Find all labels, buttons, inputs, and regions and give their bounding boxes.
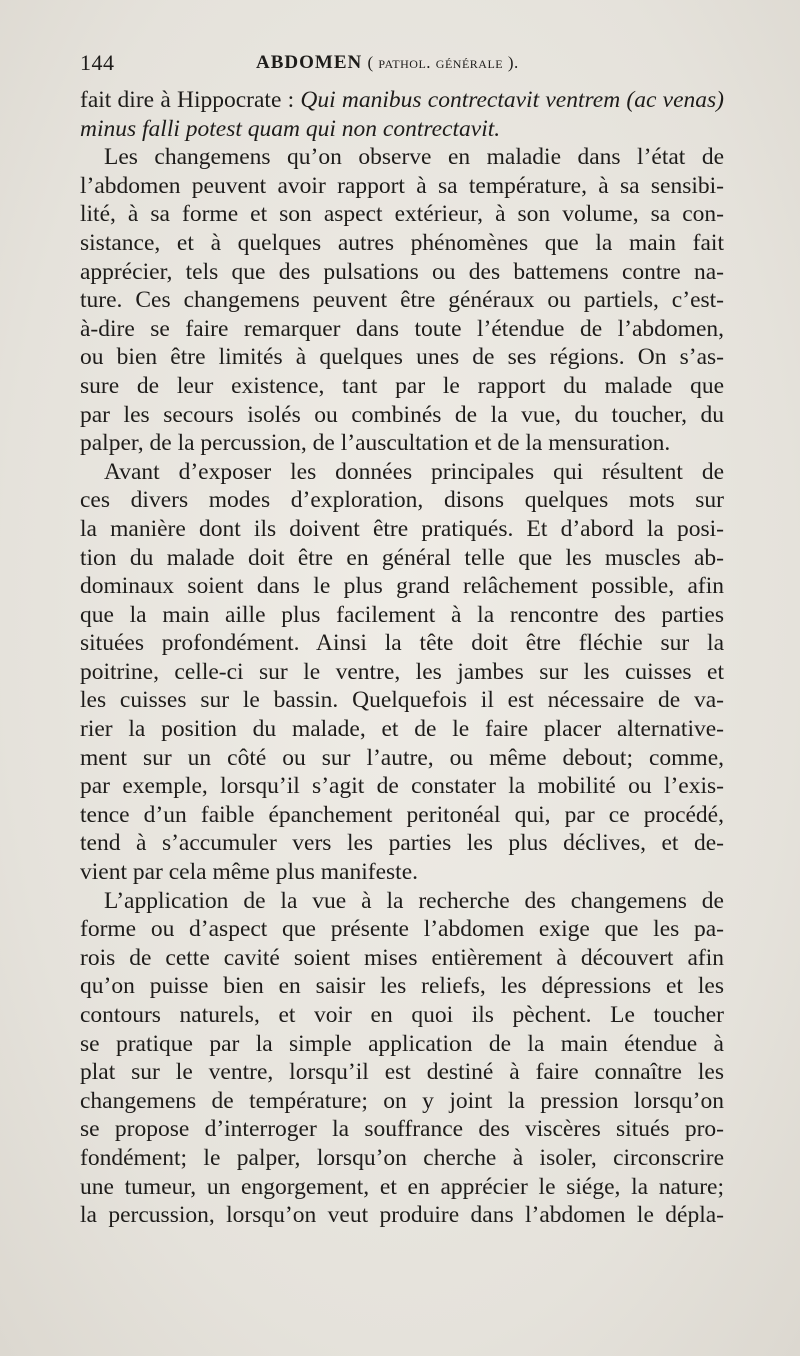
line-text: changemens de température; on y joint la pression lorsqu’on xyxy=(80,1087,724,1114)
text-line xyxy=(80,115,724,144)
line-text: l’abdomen peuvent avoir rapport à sa température, à sa sensibi- xyxy=(80,172,724,199)
page-header xyxy=(80,50,724,80)
line-text: à-dire se faire remarquer dans toute l’étendue de l’abdomen, xyxy=(80,315,724,342)
text-line xyxy=(80,258,724,287)
line-text: les cuisses sur le bassin. Quelquefois il est nécessaire de va- xyxy=(80,687,724,714)
text-line xyxy=(80,143,724,172)
line-text: rois de cette cavité soient mises entièrement à découvert afin xyxy=(80,944,724,971)
line-text: qu’on puisse bien en saisir les reliefs, les dépressions et les xyxy=(80,973,724,1000)
line-text: ces divers modes d’exploration, disons quelques mots sur xyxy=(80,487,724,514)
line-text: se pratique par la simple application de la main étendue à xyxy=(80,1030,724,1057)
text-line xyxy=(80,458,724,487)
running-head-subtitle: ( pathol. générale ). xyxy=(367,53,519,72)
line-text: situées profondément. Ainsi la tête doit être fléchie sur la xyxy=(80,630,724,657)
text-line xyxy=(80,1201,724,1230)
text-line xyxy=(80,658,724,687)
text-line xyxy=(80,1144,724,1173)
text-line xyxy=(80,744,724,773)
paragraph xyxy=(80,86,724,143)
line-text: poitrine, celle-ci sur le ventre, les jambes sur les cuisses et xyxy=(80,658,724,685)
line-text: lité, à sa forme et son aspect extérieur, à son volume, sa con- xyxy=(80,201,724,228)
line-text: ment sur un côté ou sur l’autre, ou même debout; comme, xyxy=(80,744,724,771)
line-text: tion du malade doit être en général telle que les muscles ab- xyxy=(80,544,724,571)
running-head xyxy=(256,52,519,74)
paragraph xyxy=(80,458,724,887)
text-line xyxy=(80,172,724,201)
text-line xyxy=(80,286,724,315)
paragraph xyxy=(80,143,724,458)
text-line xyxy=(80,715,724,744)
text-line xyxy=(80,515,724,544)
text-line xyxy=(80,915,724,944)
line-text: L’application de la vue à la recherche des changemens de xyxy=(104,887,724,914)
italic-quote: Qui manibus contrectavit ventrem (ac venas) xyxy=(300,87,724,113)
text-line xyxy=(80,1087,724,1116)
paragraph xyxy=(80,887,724,1230)
text-line xyxy=(80,772,724,801)
line-text: tence d’un faible épanchement peritonéal qui, par ce procédé, xyxy=(80,801,724,828)
text-line xyxy=(80,1001,724,1030)
line-text: sure de leur existence, tant par le rapport du malade que xyxy=(80,372,724,399)
line-text: par les secours isolés ou combinés de la vue, du toucher, du xyxy=(80,401,724,428)
text-line xyxy=(80,200,724,229)
line-text: par exemple, lorsqu’il s’agit de constater la mobilité ou l’exis- xyxy=(80,773,724,800)
text-line xyxy=(80,1030,724,1059)
text-line xyxy=(80,629,724,658)
text-line xyxy=(80,572,724,601)
text-line xyxy=(80,801,724,830)
line-text: tend à s’accumuler vers les parties les plus déclives, et de- xyxy=(80,830,724,857)
text-line xyxy=(80,86,724,115)
italic-quote: minus falli potest quam qui non contrectavit. xyxy=(80,115,501,142)
line-text: apprécier, tels que des pulsations ou des battemens contre na- xyxy=(80,258,724,285)
text-line xyxy=(80,829,724,858)
text-line xyxy=(80,229,724,258)
text-line xyxy=(80,944,724,973)
line-text: dominaux soient dans le plus grand relâchement possible, afin xyxy=(80,573,724,600)
line-text: une tumeur, un engorgement, et en apprécier le siége, la nature; xyxy=(80,1173,724,1200)
text-line xyxy=(80,1173,724,1202)
line-text: ou bien être limités à quelques unes de ses régions. On s’as- xyxy=(80,344,724,371)
line-text: que la main aille plus facilement à la rencontre des parties xyxy=(80,601,724,628)
running-head-title: ABDOMEN xyxy=(256,52,363,73)
line-text: se propose d’interroger la souffrance des viscères situés pro- xyxy=(80,1116,724,1143)
line-text: palper, de la percussion, de l’auscultation et de la mensuration. xyxy=(80,430,671,457)
text-line xyxy=(80,1115,724,1144)
text-line xyxy=(80,601,724,630)
text-line xyxy=(80,972,724,1001)
line-text: sistance, et à quelques autres phénomènes que la main fait xyxy=(80,229,724,256)
line-text: plat sur le ventre, lorsqu’il est destiné à faire connaître les xyxy=(80,1059,724,1086)
body-text xyxy=(80,86,724,1230)
text-line xyxy=(80,315,724,344)
text-line xyxy=(80,887,724,916)
line-text: rier la position du malade, et de le faire placer alternative- xyxy=(80,716,724,743)
line-text: la manière dont ils doivent être pratiqués. Et d’abord la posi- xyxy=(80,515,724,542)
text-line xyxy=(80,544,724,573)
line-text: vient par cela même plus manifeste. xyxy=(80,859,419,886)
text-line xyxy=(80,486,724,515)
text-line xyxy=(80,343,724,372)
text-line xyxy=(80,401,724,430)
line-text: fait dire à Hippocrate : xyxy=(80,87,301,113)
line-text: Les changemens qu’on observe en maladie dans l’état de xyxy=(104,144,724,171)
page-number: 144 xyxy=(80,50,115,75)
text-line xyxy=(80,372,724,401)
line-text: la percussion, lorsqu’on veut produire dans l’abdomen le dépla- xyxy=(80,1202,724,1229)
line-text: forme ou d’aspect que présente l’abdomen exige que les pa- xyxy=(80,916,724,943)
line-text: Avant d’exposer les données principales qui résultent de xyxy=(104,458,724,485)
line-text: ture. Ces changemens peuvent être généraux ou partiels, c’est- xyxy=(80,287,724,314)
text-line xyxy=(80,1058,724,1087)
text-line xyxy=(80,686,724,715)
line-text: fondément; le palper, lorsqu’on cherche à isoler, circonscrire xyxy=(80,1144,724,1171)
line-text: contours naturels, et voir en quoi ils pèchent. Le toucher xyxy=(80,1002,724,1028)
text-line xyxy=(80,858,724,887)
text-line xyxy=(80,429,724,458)
